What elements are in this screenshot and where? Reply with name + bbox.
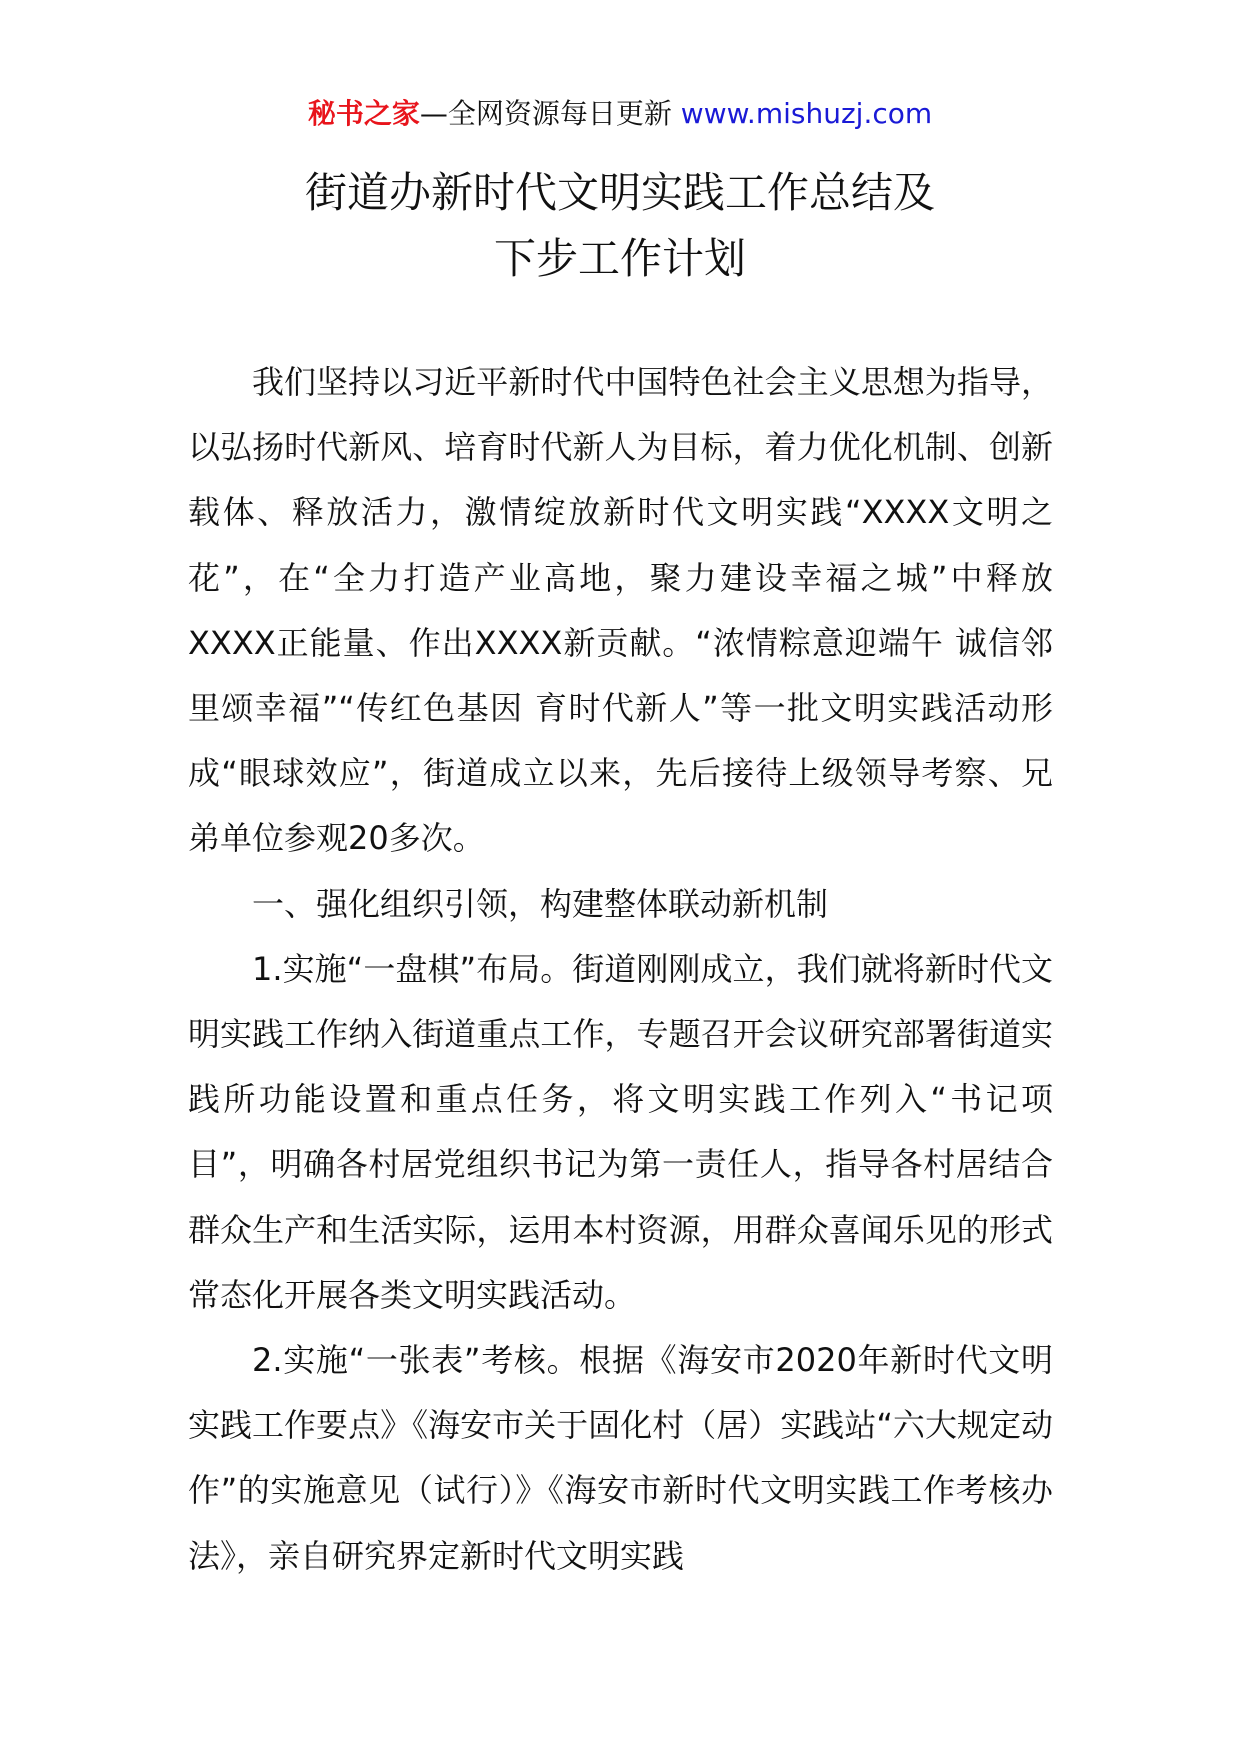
body-paragraph: 2.实施“一张表”考核。根据《海安市2020年新时代文明实践工作要点》《海安市关于固化村（居）实践站“六大规定动作”的实施意见（试行）》《海安市新时代文明实践工作考核办法》，亲自研究界定新时代文明实践 (188, 1341, 1053, 1575)
brand-name: 秘书之家 (307, 97, 420, 130)
website-link[interactable]: www.mishuzj.com (680, 97, 933, 130)
title-line-2: 下步工作计划 (493, 234, 746, 283)
body-paragraph: 1.实施“一盘棋”布局。街道刚刚成立，我们就将新时代文明实践工作纳入街道重点工作，专题召开会议研究部署街道实践所功能设置和重点任务，将文明实践工作列入“书记项目”，明确各村居党组织书记为第一责任人，指导各村居结合群众生产和生活实际，运用本村资源，用群众喜闻乐见的形式常态化开展各类文明实践活动。 (188, 949, 1053, 1314)
document-body (188, 350, 1053, 1589)
section-heading: 一、强化组织引领，构建整体联动新机制 (252, 884, 829, 923)
intro-paragraph: 我们坚持以习近平新时代中国特色社会主义思想为指导，以弘扬时代新风、培育时代新人为目标，着力优化机制、创新载体、释放活力，激情绽放新时代文明实践“XXXX文明之花”，在“全力打造产业高地，聚力建设幸福之城”中释放XXXX正能量、作出XXXX新贡献。“浓情粽意迎端午 诚信邻里颂幸福”“传红色基因 育时代新人”等一批文明实践活动形成“眼球效应”，街道成立以来，先后接待上级领导考察、兄弟单位参观20多次。 (188, 363, 1053, 858)
header-tagline: —全网资源每日更新 (419, 97, 672, 130)
title-line-1: 街道办新时代文明实践工作总结及 (304, 168, 935, 217)
document-title (0, 160, 1240, 292)
site-header (0, 94, 1240, 134)
